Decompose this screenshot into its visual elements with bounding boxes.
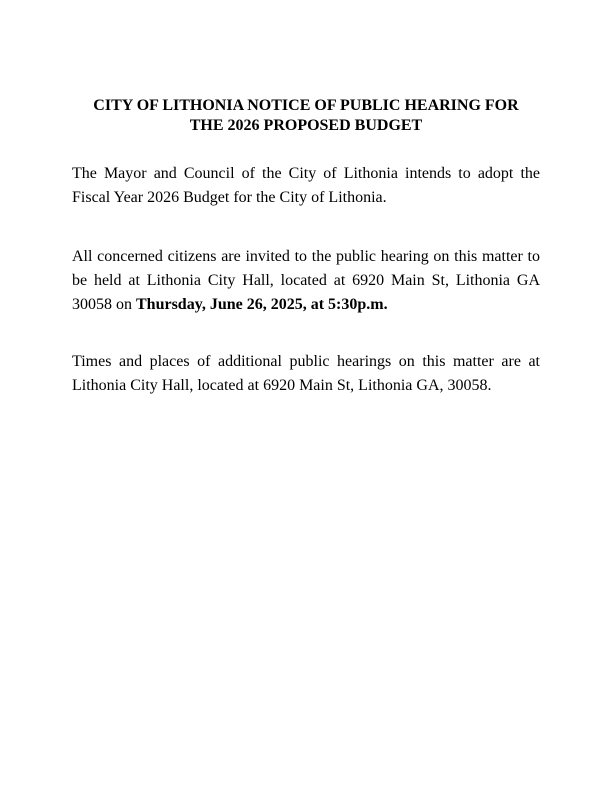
public-hearing-text: All concerned citizens are invited to the public hearing on this matter to be held at Lithonia City Hall, located at 6920 Main St, Lithonia GA 30058 on	[72, 248, 540, 313]
budget-adoption-paragraph: The Mayor and Council of the City of Lithonia intends to adopt the Fiscal Year 2026 Budget for the City of Lithonia.	[72, 165, 540, 206]
public-hearing-paragraph	[72, 245, 540, 317]
hearing-date-time: Thursday, June 26, 2025, at 5:30p.m.	[136, 296, 388, 313]
notice-title	[72, 96, 540, 136]
additional-hearings-paragraph: Times and places of additional public hearings on this matter are at Lithonia City Hall, located at 6920 Main St, Lithonia GA, 30058.	[72, 353, 540, 394]
notice-title-line-1: CITY OF LITHONIA NOTICE OF PUBLIC HEARING FOR	[93, 97, 519, 114]
notice-title-line-2: THE 2026 PROPOSED BUDGET	[189, 117, 423, 134]
